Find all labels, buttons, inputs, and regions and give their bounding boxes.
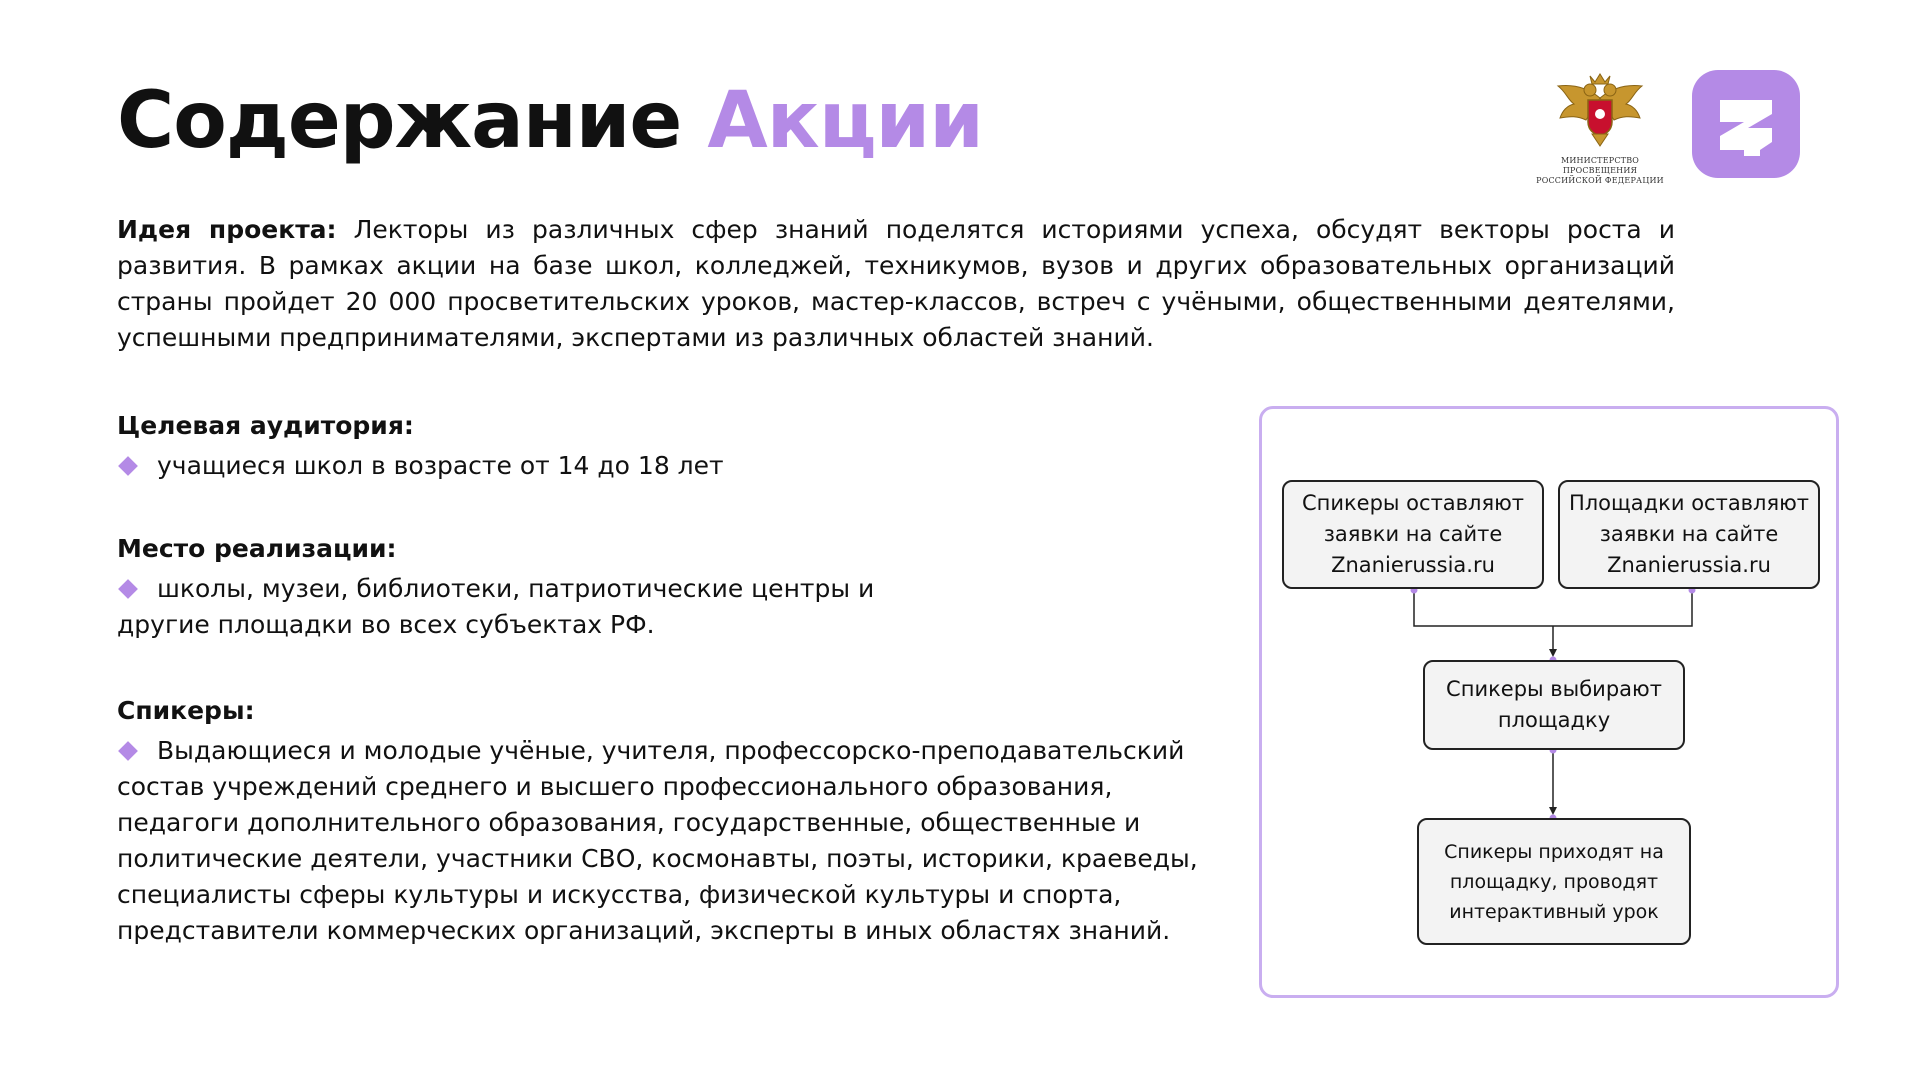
page-title: [117, 76, 983, 166]
audience-item: [117, 448, 1217, 484]
bullet-diamond-icon: [118, 579, 138, 599]
flow-step-venues-apply: Площадки оставляют заявки на сайте Znanierussia.ru: [1558, 480, 1820, 589]
znanie-logo-icon: [1692, 70, 1800, 178]
project-idea-label: Идея проекта:: [117, 215, 337, 244]
project-idea-paragraph: [117, 212, 1675, 356]
project-idea-text: Лекторы из различных сфер знаний поделятся историями успеха, обсудят векторы роста и развития. В рамках акции на базе школ, колледжей, техникумов, вузов и других образовательных организаций страны пройдет 20 000 просветительских уроков, мастер-классов, встреч с учёными, общественными деятелями, успешными предпринимателями, экспертами из различных областей знаний.: [117, 215, 1675, 352]
title-main: Содержание: [117, 76, 682, 166]
speakers-heading: Спикеры:: [117, 696, 255, 725]
venue-item: [117, 571, 947, 643]
ministry-caption: МИНИСТЕРСТВО ПРОСВЕЩЕНИЯ РОССИЙСКОЙ ФЕДЕРАЦИИ: [1536, 156, 1664, 185]
speakers-text: Выдающиеся и молодые учёные, учителя, профессорско-преподавательский состав учреждений среднего и высшего профессионального образования, педагоги дополнительного образования, государственные, общественные и политические деятели, участники СВО, космонавты, поэты, историки, краеведы, специалисты сферы культуры и искусства, физической культуры и спорта, представители коммерческих организаций, эксперты в иных областях знаний.: [117, 736, 1198, 945]
ministry-logo: [1525, 70, 1675, 185]
flow-step-speakers-apply: Спикеры оставляют заявки на сайте Znanierussia.ru: [1282, 480, 1544, 589]
audience-heading: Целевая аудитория:: [117, 411, 414, 440]
eagle-emblem-icon: [1552, 70, 1648, 150]
flow-step-choose-venue: Спикеры выбирают площадку: [1423, 660, 1685, 750]
title-accent: Акции: [707, 76, 983, 166]
speakers-item: [117, 733, 1232, 949]
process-diagram: [1259, 406, 1839, 998]
bullet-diamond-icon: [118, 741, 138, 761]
flow-step-lesson: Спикеры приходят на площадку, проводят интерактивный урок: [1417, 818, 1691, 945]
venue-heading: Место реализации:: [117, 534, 397, 563]
venue-text: школы, музеи, библиотеки, патриотические центры и другие площадки во всех субъектах РФ.: [117, 574, 875, 639]
audience-text: учащиеся школ в возрасте от 14 до 18 лет: [157, 451, 724, 480]
bullet-diamond-icon: [118, 456, 138, 476]
